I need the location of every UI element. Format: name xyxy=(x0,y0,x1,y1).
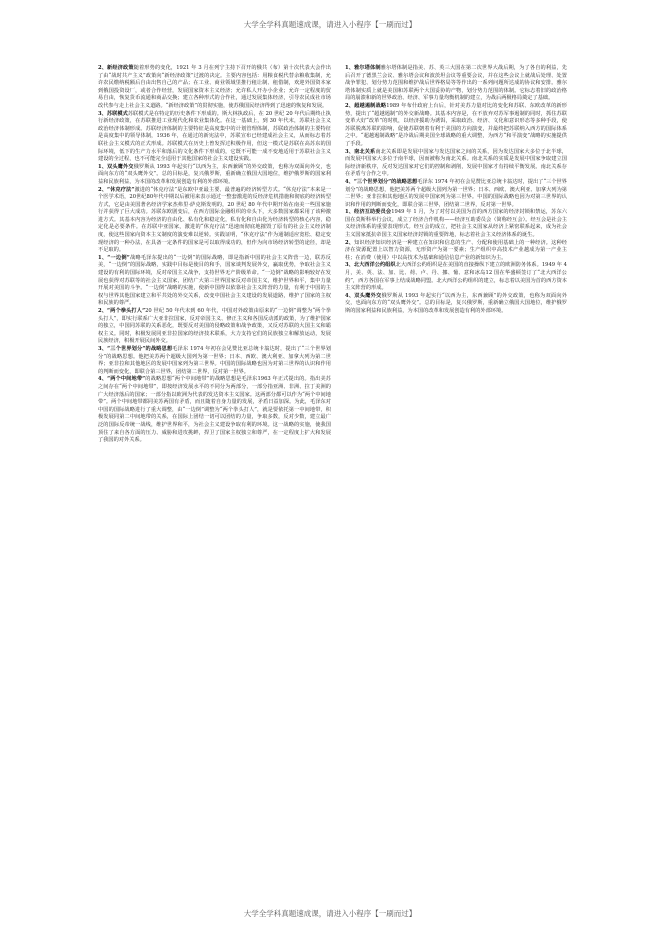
entry-text: 南北关系即是发展中国家与发达国家之间的关系，因为发达国家大多位于北半球，而发展中国家大多位于南半球，因而被称为南北关系。南北关系的实质是发展中国家争取建立国际经济新秩序，反对发达国家对它们的控制和剥削，发展中国家才有持续平衡发展。南北关系存在矛盾与合作之中。 xyxy=(345,148,567,178)
entry-paragraph xyxy=(345,209,567,239)
entry-paragraph xyxy=(345,149,567,179)
entry-text: 俄罗斯从 1993 年起实行“以西为主，东西兼顾”的外交政策，也称为双面向外交，也面向东方的“双头鹰外交”。总的目标是，复兴俄罗斯，重新确立俄国大国地位，维护俄罗斯的国家利益和民族利益，为本国的改革和发展创造有利的外部环境。 xyxy=(98,163,331,185)
entry-text: 北大西洋公约组织是在美国的直接操纵下建立的欧洲防务体系。1949 年 4 月，美、英、法、加、比、荷、卢、丹、挪、葡、意和冰岛12 国在华盛顿签订了“北大西洋公约”，西方各国在军事上结成战略同盟。北大西洋公约组织的建立，标志着以美国为首的西方资本主义阵营的形成。 xyxy=(345,262,568,292)
left-column xyxy=(98,65,331,445)
entry-heading: 3、北大西洋公约组织 xyxy=(345,262,396,269)
entry-paragraph xyxy=(345,262,567,292)
entry-paragraph xyxy=(98,65,331,111)
entry-paragraph xyxy=(98,164,331,187)
entry-heading: 4、双头鹰外交 xyxy=(345,292,382,299)
entry-heading: 4、“两个中间地带” xyxy=(98,376,146,383)
entry-heading: 3、南北关系 xyxy=(345,148,376,155)
entry-paragraph xyxy=(98,376,331,444)
entry-heading: 3、“三个世界划分”的战略思想 xyxy=(98,345,173,352)
entry-heading: 2、“休克疗法” xyxy=(98,186,135,193)
page-header: 大学全学科真题速成课，请进入小程序【一刷而过】 xyxy=(243,20,417,29)
entry-paragraph xyxy=(345,103,567,149)
entry-text: 知识经济知识经济是一种建立在知识和信息的生产、分配和使用基础上的一种经济。这种经济在资源配置上以智力资源，无形资产为第一要素；生产组织中高技术产业越成为第一产业主柱；在消费（使用）中以高技术为基础和通信信息产业的新知识为主。 xyxy=(345,239,567,261)
entry-heading: 2、“两个拳头打人” xyxy=(98,308,146,314)
entry-paragraph xyxy=(345,293,567,316)
page-footer: 大学全学科真题速成课，请进入小程序【一刷而过】 xyxy=(243,909,417,918)
entry-text: 的战略思想“两个中间地带”的战略思想是毛泽东1963 年正式提出的。指出美苏之间存在“两个中间地带”，即按经济发展水平的不同分为两部分，一部分指亚洲、非洲、拉丁美洲的广大经济落后的国家；一部分指以欧洲为代表的发达资本主义国家。这两部分都可以作为“两个中间地带”。两个中间地带都同美苏两国有矛盾，而且随着自身力量的发展，矛盾日益加深。为此，毛泽东对中国的国际战略进行了重大调整，由“一边倒”调整为“两个拳头打人”，就是要依托第一中间地带，积极发展同第二中间地带的关系，在国际上团结一切可以团结的力量，争取多数，反对少数，建立最广泛的国际反帝统一战线，维护世界和平，为社会主义建设争取有利的环境。这一战略的实施，使我国顶住了来自各方面的压力、威胁和进攻挑衅，捍卫了国家主权独立和尊严，在一定程度上扩大和发展了我国的对外关系。 xyxy=(98,376,332,444)
entry-text: 激进的“休克疗法”是东欧中亚最主要、最普遍的经济转型方式。“休克疗法”本来是一个医学术语，20世纪80年代中期以后被用来表示通过一整套激进的反经济危机措施和彻底的经济转型方式，它是由美国著名经济学家杰弗里·萨克斯发明的，20 世纪 80 年代中期开始在南美一些国家施行并获得了巨大成功。苏联东欧剧变后，在西方国际金融组织的牵头下，大多数国家都采用了该种激进方式。其基本内容为经济的自由化、私有化和稳定化，私有化和自由化为经济转型的核心内容，稳定化是必要条件。在苏联中亚国家，激进的“休克疗法”迅速而彻底地摧毁了原有的社会主义经济制度，使这些国家向资本主义制度的演变难以逆转。实践证明，“休克疗法”作为通制适应宽松、稳定变现经济的一种办法，在具备一定条件的国家是可以取得成功的，但作为向市场经济转型的途径，却是不足取的。 xyxy=(98,186,331,254)
entry-paragraph xyxy=(98,111,331,164)
entry-heading: 1、经济互助委员会 xyxy=(345,209,392,216)
entry-text: 20 世纪 50 年代末到 60 年代，中国对外政策由原来的“一边倒”调整为“两个拳头打人”，即实行联系广大亚非拉国家，反对帝国主义、修正主义和各国反动派的政策，为了维护国家的独立，中国同苏联的关系恶化，既要反对美国的侵略政策和战争政策，又反对苏联的大国主义和霸权主义。同时，积极发展同亚非拉国家的经济技术联系，大力支持它们的民族独立和解放运动，发展民族经济，积极开展民间外交。 xyxy=(98,308,331,345)
entry-text: 战略毛泽东提出的“一边倒”的国际战略，即是指新中国的社会主义阵营一边，联苏反美，“一边倒”的国际战略，实践中目标是使目的和手，国家谈判发展外交，赢取优势，争取社会主义建设的有利的国际环境，反对帝国主义战争，支持世界无产阶级革命。“一边倒”战略的影响较好在发展也获得对苏联等的社会主义国家，团结广大第三世界国家反对帝国主义，维护世界和平，集中力量开展对美国的斗争。“一边倒”战略的实施，使新中国得以依靠社会主义阵营的力量，有利于中国的主权与世界其他国家建立和平共处的外交关系，改变中国社会主义建设的发展道路，维护了国家的主权和民族的尊严。 xyxy=(98,254,331,307)
entry-paragraph xyxy=(98,187,331,255)
entry-text: 1989 年布什政府上台后，针对美苏力量对比的变化和苏联、东欧改革的新形势，提出了“超越遏制”的外交新战略。其基本内容是，在不放弃对苏军事遏制的同时，抓住苏联变革大好“改革”的时机，以经济援助为诱饵，采取政治、经济、文化和意识形态等多种手段，使苏联脱离苏联的影响，促使苏联朝着有利于美国的方向演变，并最终把苏联纳入西方的国际体系之中。“超越遏制战略”是冷战后期美国全球战略的重大调整，为西方“和平演变”战略的实施提供了手段。 xyxy=(345,102,567,147)
entry-text: 毛泽东 1974 年初在会见赞比亚总统卡翁达时，提出了“三个世界划分”的战略思想。他把美苏两个超级大国列为第一世界；日本、西欧、澳大利亚、加拿大列为第二世界；亚非拉和其他地区的发展中国家列为第三世界。中国的国际战略也因为对第三世界的认识和作用的判断而变化，即联合第三世界，团结第二世界，反对第一世界。 xyxy=(98,345,331,375)
entry-heading: 2、新经济政策 xyxy=(98,65,134,71)
entry-heading: 4、“三个世界划分”的战略思想 xyxy=(345,178,418,185)
entry-text: 毛泽东 1974 年初在会见赞比亚总统卡翁达时，提出了“三个世界划分”的战略思想，他把美苏两个超级大国列为第一世界；日本、西欧、澳大利亚、加拿大列为第二世界；亚非拉和其他地区的发展中国家列为第三世界。中国的国际战略也因为对第三世界的认识和作用的判断而变化，即联合第三世界，团结第二世界，反对第一世界。 xyxy=(345,178,567,208)
entry-text: 随着形势的变化，1921 年 3 月在列宁主持下召开的俄共（布）第十次代表大会作出了由“战时共产主义”政策向“新经济政策”过渡的决定。主要内容包括：用粮食税代替余粮收集制，允许农民缴纳税额后自由出售自己的产品；在工业、商业领域里推行租让制、租借制，欢迎外国资本家到俄国投资设厂，或者合作经营，发展国家资本主义经济；允许私人开办小企业；允许一定程度的贸易自由，恢复货币流通和商品交换；建立各种形式的合作社，通过发展集体经济，引导农民成社市场改代参与走上社会主义道路。“新经济政策”的贯彻实施，使苏俄国民经济得到了迅速的恢复和发展。 xyxy=(98,65,331,109)
entry-heading: 2、 xyxy=(345,239,355,246)
entry-text: 雅尔塔体制是指美、苏、英三大国在第二次世界大战后期，为了各自的利益，先后召开了德黑兰会议、雅尔塔会议和波茨坦会议等重要会议，并在这些会议上就战后处理、处置战争罪犯、划分势力范围和维护战后世界格局等等作出的一系列问题所达成的协议和安排。雅尔塔体制实质上就是美国和苏联两个大国妥协的产物，划分势力范围的体制。它标志着旧的政治格局的崩溃和新的世界政治、经济、军事力量均衡机制的建立，为战后两极格局奠定了基础。 xyxy=(345,65,568,102)
entry-text: 俄罗斯从 1993 年起实行“以西为主，东西兼顾”的外交政策，也称为双面向外交，也面向东方的“双头鹰外交”。总的目标是，复兴俄罗斯，重新确立俄国大国地位，维护俄罗斯的国家利益和民族利益，为本国的改革和发展创造有利的外部环境。 xyxy=(345,292,567,314)
entry-paragraph xyxy=(98,308,331,346)
entry-heading: 1、双头鹰外交 xyxy=(98,163,134,170)
entry-heading: 1、雅尔塔体制 xyxy=(345,65,381,71)
entry-heading: 2、超越遏制战略 xyxy=(345,102,387,109)
entry-paragraph xyxy=(98,346,331,376)
entry-paragraph xyxy=(345,65,567,103)
entry-heading: 1、“一边倒” xyxy=(98,254,130,261)
entry-paragraph xyxy=(98,255,331,308)
right-column xyxy=(345,65,567,316)
entry-heading: 3、苏联模式 xyxy=(98,110,128,117)
entry-paragraph xyxy=(345,179,567,209)
entry-text: 苏联模式是在特定的历史条件下形成的。斯大林执政后，在 20 世纪 20 年代后期终止执行新经济政策，在苏联推进工业现代化和农业集体化。在这一基础上，到 30 年代末，苏联社会主义政治经济体制形成。苏联经济体制的主要特征是高度集中的计划管理体制，苏联政治体制的主要特征是高度集中的领导体制，1936 年，在通过的新宪法中，苏联宣布已经建成社会主义，从而标志着苏联社会主义模式的正式形成。苏联模式在历史上曾发挥过积极作用，但这一模式是苏联在高苏东的国际环境，低下的生产力水平和落后的文化条件下形成的，它既不可能一成不变地适用于苏联社会主义建设的全过程，也不可能完全适用于其他国家的社会主义建设实践。 xyxy=(98,110,331,163)
entry-text: 1949 年 1 月，为了对付以美国为首的西方国家的经济封锁和禁运，苏东六国在莫斯科举行会议，成立了经济合作机构——经济互助委员会（简称经互会）。经互会是社会主义经济体系的重要表现形式。经互会的成立，把社会主义国家从经济上紧密联系起来，成为社会主义国家抵抗帝国主义国家经济封锁的重要阵地，标志着社会主义经济体系的诞生。 xyxy=(345,209,567,239)
entry-paragraph xyxy=(345,240,567,263)
